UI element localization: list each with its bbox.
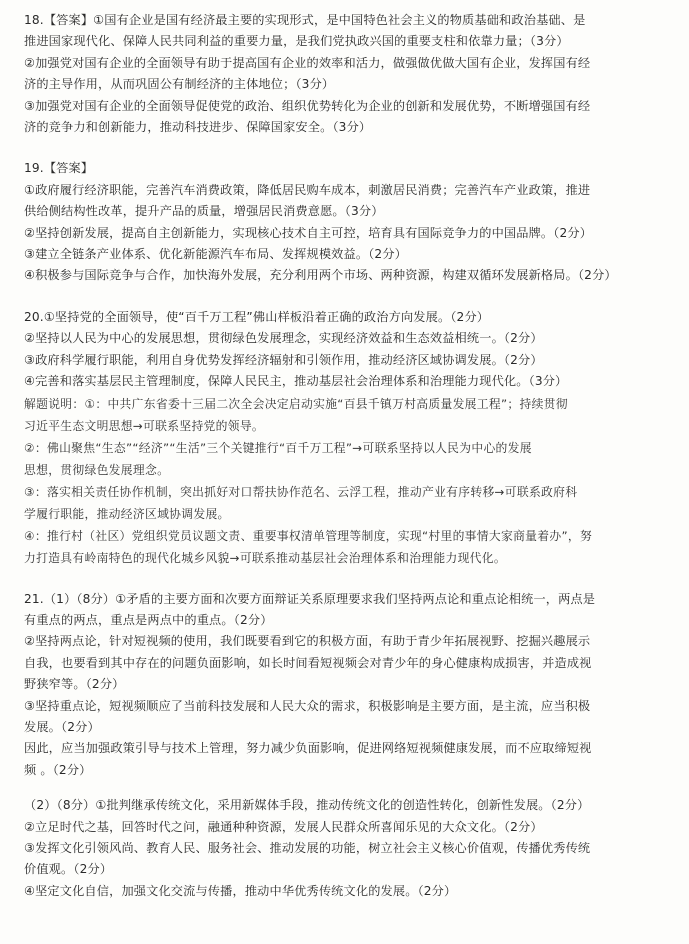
- explanation-line: ④：推行村（社区）党组织党员议题文责、重要事权清单管理等制度，实现“村里的事情大家商量着办”，努: [24, 528, 593, 543]
- answer-20: [24, 307, 667, 393]
- answer-18: [24, 10, 667, 138]
- answer-18-line: 济的竞争力和创新能力，推动科技进步、保障国家安全。（3分）: [24, 120, 372, 135]
- answer-21-line: （2）（8分）①批判继承传统文化，采用新媒体手段，推动传统文化的创造性转化，创新性发展。（2分）: [24, 798, 590, 813]
- answer-21-line: 因此，应当加强政策引导与技术上管理，努力减少负面影响，促进网络短视频健康发展，而不应取缔短视: [24, 741, 592, 756]
- explanation-line: 力打造具有岭南特色的现代化城乡风貌→可联系推动基层社会治理体系和治理能力现代化。: [24, 550, 506, 565]
- answer-21-line: ②坚持两点论，针对短视频的使用，我们既要看到它的积极方面，有助于青少年拓展视野、挖掘兴趣展示: [24, 634, 591, 649]
- answer-20-line: 20.①坚持党的全面领导，使“百千万工程”佛山样板沿着正确的政治方向发展。（2分）: [24, 309, 490, 324]
- answer-21-line: 发展。（2分）: [24, 719, 100, 734]
- answer-21-part2: [24, 795, 667, 902]
- answer-21-line: ②立足时代之基，回答时代之问，融通种种资源，发展人民群众所喜闻乐见的大众文化。（2分）: [24, 819, 543, 834]
- explanation-line: ③：落实相关责任协作机制，突出抓好对口帮扶协作范名、云浮工程，推动产业有序转移→可联系政府科: [24, 484, 578, 499]
- answer-21-line: ③发挥文化引领风尚、教育人民、服务社会、推动发展的功能，树立社会主义核心价值观，传播优秀传统: [24, 840, 591, 855]
- answer-21-line: ④坚定文化自信，加强文化交流与传播，推动中华优秀传统文化的发展。（2分）: [24, 883, 457, 898]
- answer-20-line: ④完善和落实基层民主管理制度，保障人民民主，推动基层社会治理体系和治理能力现代化。（3分）: [24, 374, 568, 389]
- answer-18-line: 推进国家现代化、保障人民共同利益的重要力量，是我们党执政兴国的重要支柱和依靠力量；（3分）: [24, 34, 569, 49]
- answer-18-line: 18.【答案】①国有企业是国有经济最主要的实现形式，是中国特色社会主义的物质基础和政治基础、是: [24, 13, 586, 27]
- answer-21-line: 野狭窄等。（2分）: [24, 677, 125, 692]
- answer-21-line: 21.（1）（8分）①矛盾的主要方面和次要方面辩证关系原理要求我们坚持两点论和重点论相统一，两点是: [24, 591, 596, 606]
- answer-19: [24, 158, 667, 286]
- answer-21-line: 频 。（2分）: [24, 762, 92, 777]
- explanation-line: 学履行职能，推动经济区域协调发展。: [24, 506, 230, 521]
- explanation-line: 解题说明：①：中共广东省委十三届二次全会决定启动实施“百县千镇万村高质量发展工程”；持续贯彻: [24, 396, 568, 411]
- explanation-line: 思想，贯彻绿色发展理念。: [24, 462, 170, 477]
- answer-19-line: ①政府履行经济职能，完善汽车消费政策，降低居民购车成本，刺激居民消费；完善汽车产业政策，推进: [24, 182, 591, 197]
- answer-20-line: ②坚持以人民为中心的发展思想，贯彻绿色发展理念，实现经济效益和生态效益相统一。（2分）: [24, 331, 543, 346]
- answer-21-line: 价值观。（2分）: [24, 862, 113, 877]
- answer-21-line: ③坚持重点论，短视频顺应了当前科技发展和人民大众的需求，积极影响是主要方面，是主流，应当积极: [24, 698, 591, 713]
- explanation-line: 习近平生态文明思想→可联系坚持党的领导。: [24, 418, 265, 433]
- answer-19-line: ④积极参与国际竞争与合作，加快海外发展，充分利用两个市场、两种资源，构建双循环发展新格局。（2分）: [24, 268, 617, 283]
- answer-19-line: 19.【答案】: [24, 161, 94, 176]
- answer-21-part1: [24, 589, 667, 782]
- answer-19-line: ③建立全链条产业体系、优化新能源汽车布局、发挥规模效益。（2分）: [24, 247, 408, 262]
- explanation-line: ②：佛山聚焦“生态”“经济”“生活”三个关键推行“百千万工程”→可联系坚持以人民为中心的发展: [24, 440, 532, 455]
- answer-19-line: 供给侧结构性改革，提升产品的质量，增强居民消费意愿。（3分）: [24, 204, 384, 219]
- answer-21-line: 自我，也要看到其中存在的问题负面影响，如长时间看短视频会对青少年的身心健康构成损害，并造成视: [24, 655, 592, 670]
- answer-20-explanation: [24, 393, 667, 569]
- answer-18-line: ②加强党对国有企业的全面领导有助于提高国有企业的效率和活力，做强做优做大国有企业，发挥国有经: [24, 55, 591, 70]
- answer-20-line: ③政府科学履行职能，利用自身优势发挥经济辐射和引领作用，推动经济区域协调发展。（2分）: [24, 352, 543, 367]
- answer-19-line: ②坚持创新发展，提高自主创新能力，实现核心技术自主可控，培育具有国际竞争力的中国品牌。（2分）: [24, 225, 593, 240]
- answer-18-line: 济的主导作用，从而巩固公有制经济的主体地位；（3分）: [24, 77, 335, 92]
- answer-21-line: 有重点的两点，重点是两点中的重点。（2分）: [24, 612, 273, 627]
- answer-18-line: ③加强党对国有企业的全面领导促使党的政治、组织优势转化为企业的创新和发展优势，不断增强国有经: [24, 98, 591, 113]
